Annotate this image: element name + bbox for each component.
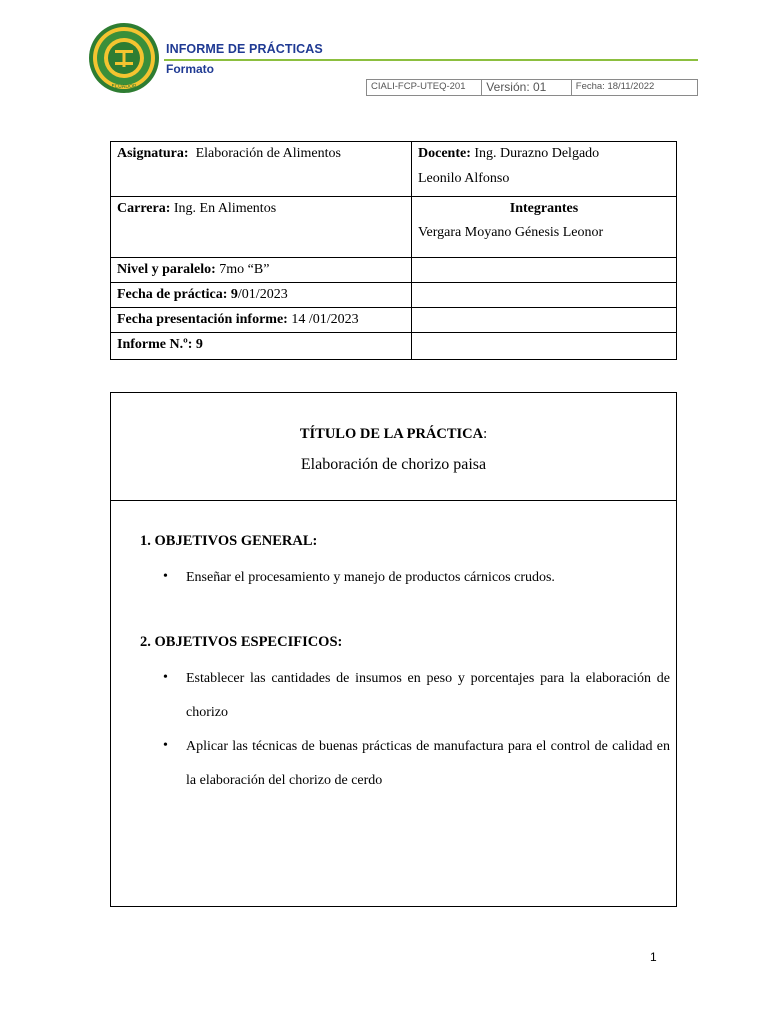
document-code: CIALI-FCP-UTEQ-201 — [367, 80, 482, 95]
presentacion-label: Fecha presentación informe: — [117, 312, 288, 327]
table-row — [111, 258, 677, 283]
docente-cell — [412, 142, 677, 197]
section-heading-especificos: 2. OBJETIVOS ESPECIFICOS: — [140, 634, 343, 650]
logo-text: ECUADOR — [111, 84, 137, 90]
document-date: Fecha: 18/11/2022 — [575, 81, 655, 92]
nivel-value: 7mo “B” — [219, 262, 270, 277]
document-code-box — [366, 79, 698, 96]
carrera-cell — [111, 197, 412, 258]
bullet-icon: • — [163, 738, 168, 753]
presentacion-value: 14 /01/2023 — [291, 312, 359, 327]
fecha-value: /01/2023 — [237, 287, 288, 302]
practice-title-label: TÍTULO DE LA PRÁCTICA — [299, 426, 484, 442]
nivel-cell — [111, 258, 412, 283]
document-version: Versión: 01 — [482, 80, 571, 95]
section-heading-general: 1. OBJETIVOS GENERAL: — [140, 533, 318, 549]
carrera-label: Carrera: — [117, 201, 171, 216]
practice-title-block — [111, 393, 676, 501]
table-row — [111, 142, 677, 197]
integrantes-value: Vergara Moyano Génesis Leonor — [418, 225, 604, 240]
informe-value: 9 — [195, 337, 203, 352]
asignatura-cell — [111, 142, 412, 197]
docente-label: Docente: — [418, 146, 471, 161]
practice-title-colon: : — [483, 426, 488, 442]
informe-cell — [111, 333, 412, 360]
page-number: 1 — [650, 950, 657, 964]
university-seal-icon — [88, 22, 160, 94]
docente-value-2: Leonilo Alfonso — [418, 171, 510, 186]
header-divider — [164, 59, 698, 61]
empty-cell — [412, 333, 677, 360]
empty-cell — [412, 283, 677, 308]
list-item: Enseñar el procesamiento y manejo de productos cárnicos crudos. — [186, 570, 555, 585]
fecha-label: Fecha de práctica: — [117, 287, 228, 302]
list-item: Aplicar las técnicas de buenas prácticas de manufactura para el control de calidad en la elaboración del chorizo de cerdo — [186, 739, 670, 788]
asignatura-value: Elaboración de Alimentos — [195, 146, 341, 161]
docente-value: Ing. Durazno Delgado — [474, 146, 600, 161]
table-row — [111, 333, 677, 360]
carrera-value: Ing. En Alimentos — [173, 201, 277, 216]
bullet-icon: • — [163, 569, 168, 584]
fecha-cell — [111, 283, 412, 308]
informe-label: Informe N.º: — [117, 337, 193, 352]
bullet-icon: • — [163, 670, 168, 685]
empty-cell — [412, 258, 677, 283]
practice-title-label-line — [111, 393, 676, 443]
nivel-label: Nivel y paralelo: — [117, 262, 216, 277]
presentacion-cell — [111, 308, 412, 333]
table-row — [111, 197, 677, 258]
asignatura-label: Asignatura: — [117, 146, 189, 161]
empty-cell — [412, 308, 677, 333]
header-title: INFORME DE PRÁCTICAS — [166, 42, 323, 56]
practice-box — [110, 392, 677, 907]
list-item: Establecer las cantidades de insumos en peso y porcentajes para la elaboración de chorizo — [186, 671, 670, 720]
info-table — [110, 141, 677, 360]
table-row — [111, 283, 677, 308]
header-subtitle: Formato — [166, 62, 214, 76]
fecha-day: 9 — [230, 287, 238, 302]
table-row — [111, 308, 677, 333]
practice-title: Elaboración de chorizo paisa — [300, 456, 487, 473]
integrantes-cell — [412, 197, 677, 258]
integrantes-label: Integrantes — [509, 201, 579, 216]
